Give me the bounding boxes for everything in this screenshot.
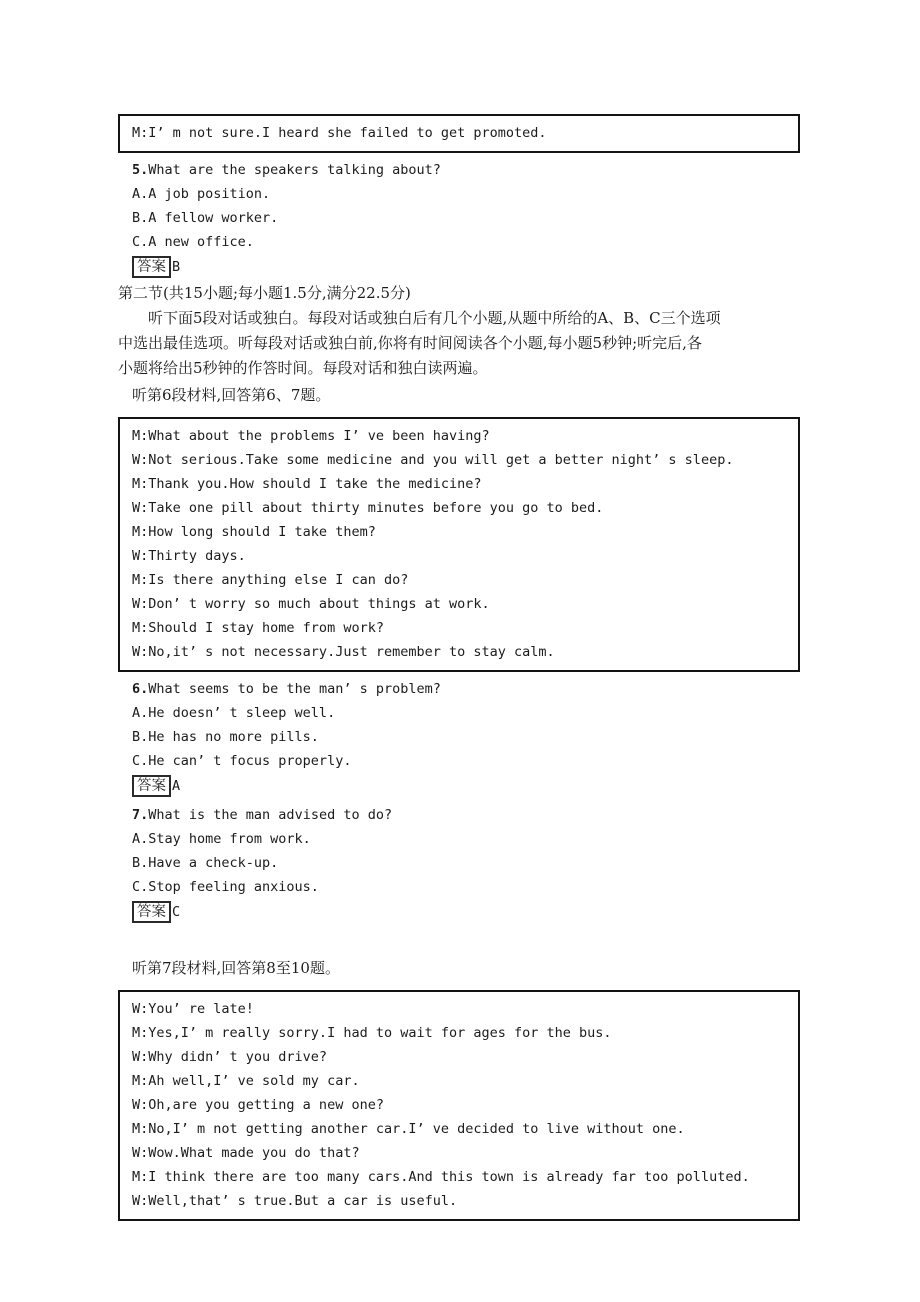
dialogue-line: M:Yes,I’ m really sorry.I had to wait for ages for the bus.: [132, 1025, 612, 1041]
answer-row-5: [132, 254, 800, 279]
dialogue-line: W:Take one pill about thirty minutes before you go to bed.: [132, 500, 604, 516]
question-5-block: [132, 158, 800, 279]
question-7-block: [132, 803, 800, 924]
dialogue-line: W:Wow.What made you do that?: [132, 1145, 360, 1161]
question-6-options: [132, 701, 800, 773]
question-number: 5.: [132, 162, 149, 178]
option-item: A.A job position.: [132, 186, 271, 202]
question-5-text: [132, 158, 800, 182]
dialogue-line: M:I’ m not sure.I heard she failed to get promoted.: [132, 125, 547, 141]
dialogue-line: M:I think there are too many cars.And this town is already far too polluted.: [132, 1169, 750, 1185]
dialogue-box-7: [118, 990, 800, 1221]
dialogue-box-top: [118, 114, 800, 153]
dialogue-line: W:Why didn’ t you drive?: [132, 1049, 328, 1065]
instruction-line: 中选出最佳选项。听每段对话或独白前,你将有时间阅读各个小题,每小题5秒钟;听完后,各: [118, 334, 702, 352]
dialogue-line: W:Not serious.Take some medicine and you will get a better night’ s sleep.: [132, 452, 734, 468]
dialogue-line: W:Oh,are you getting a new one?: [132, 1097, 384, 1113]
option-item: A.Stay home from work.: [132, 831, 311, 847]
dialogue-6-lines: [132, 424, 786, 664]
answer-row-7: [132, 899, 800, 924]
option-item: B.He has no more pills.: [132, 729, 319, 745]
dialogue-box-6: [118, 417, 800, 672]
answer-letter: B: [172, 258, 181, 275]
dialogue-line: W:Thirty days.: [132, 548, 246, 564]
option-item: C.He can’ t focus properly.: [132, 753, 352, 769]
answer-label-box: 答案: [132, 901, 171, 923]
option-item: C.Stop feeling anxious.: [132, 879, 319, 895]
answer-label-box: 答案: [132, 256, 171, 278]
dialogue-line: W:Don’ t worry so much about things at work.: [132, 596, 490, 612]
question-text: What is the man advised to do?: [148, 807, 393, 823]
section-instructions: [118, 306, 800, 381]
option-item: B.A fellow worker.: [132, 210, 279, 226]
dialogue-7-lines: [132, 997, 786, 1213]
instruction-line: 听下面5段对话或独白。每段对话或独白后有几个小题,从题中所给的A、B、C三个选项: [148, 309, 721, 327]
dialogue-line: W:You’ re late!: [132, 1001, 254, 1017]
dialogue-line: W:Well,that’ s true.But a car is useful.: [132, 1193, 458, 1209]
material-6-intro: 听第6段材料,回答第6、7题。: [132, 386, 331, 404]
question-number: 7.: [132, 807, 149, 823]
dialogue-line: M:Is there anything else I can do?: [132, 572, 409, 588]
question-7-options: [132, 827, 800, 899]
question-6-text: [132, 677, 800, 701]
dialogue-line: M:Should I stay home from work?: [132, 620, 384, 636]
question-number: 6.: [132, 681, 149, 697]
question-5-options: [132, 182, 800, 254]
dialogue-line: M:No,I’ m not getting another car.I’ ve decided to live without one.: [132, 1121, 685, 1137]
material-7-intro: 听第7段材料,回答第8至10题。: [132, 959, 340, 977]
document-page: [118, 114, 800, 1221]
option-item: B.Have a check-up.: [132, 855, 279, 871]
option-item: A.He doesn’ t sleep well.: [132, 705, 336, 721]
dialogue-line: M:How long should I take them?: [132, 524, 376, 540]
section-heading: 第二节(共15小题;每小题1.5分,满分22.5分): [118, 284, 411, 302]
dialogue-line: M:Thank you.How should I take the medicine?: [132, 476, 482, 492]
question-text: What seems to be the man’ s problem?: [148, 681, 441, 697]
question-text: What are the speakers talking about?: [148, 162, 441, 178]
question-7-text: [132, 803, 800, 827]
answer-letter: C: [172, 903, 181, 920]
question-6-block: [132, 677, 800, 798]
dialogue-line: W:No,it’ s not necessary.Just remember to stay calm.: [132, 644, 555, 660]
dialogue-line: M:Ah well,I’ ve sold my car.: [132, 1073, 360, 1089]
instruction-line: 小题将给出5秒钟的作答时间。每段对话和独白读两遍。: [118, 359, 488, 377]
option-item: C.A new office.: [132, 234, 254, 250]
answer-label-box: 答案: [132, 775, 171, 797]
answer-letter: A: [172, 777, 181, 794]
answer-row-6: [132, 773, 800, 798]
dialogue-line: M:What about the problems I’ ve been having?: [132, 428, 490, 444]
